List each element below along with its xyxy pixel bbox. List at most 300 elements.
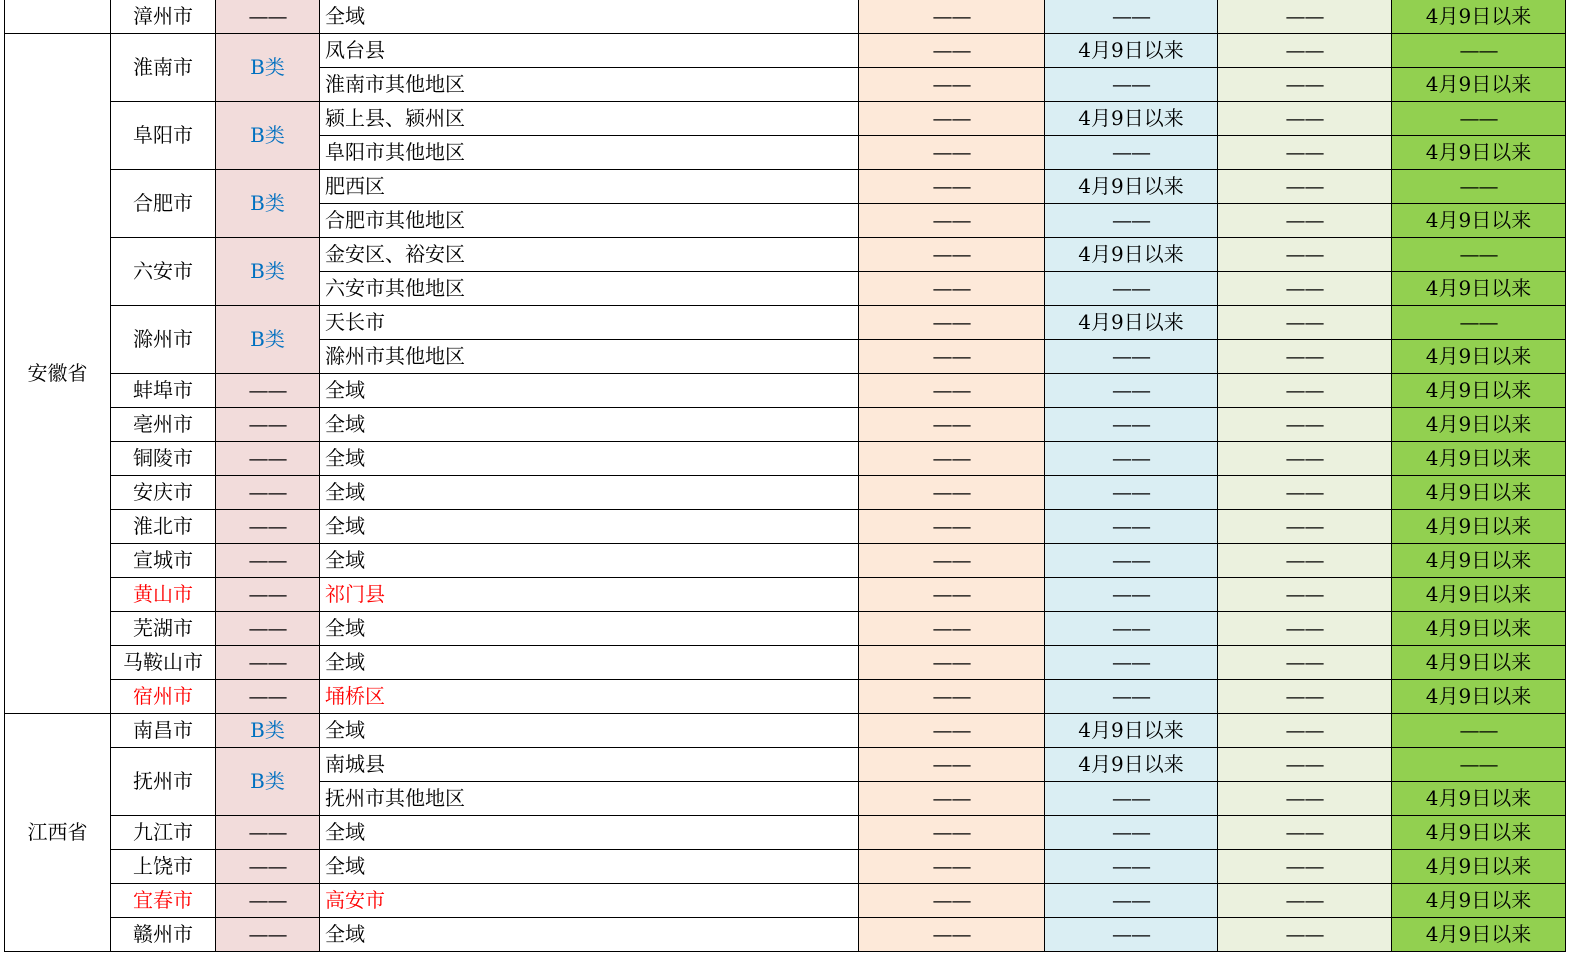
category-cell-text: B类 xyxy=(250,55,285,79)
col4-cell xyxy=(1392,442,1566,476)
col1-cell-text: —— xyxy=(932,174,971,198)
district-cell-text: 全域 xyxy=(325,412,365,436)
col4-cell xyxy=(1392,136,1566,170)
col2-cell-text: —— xyxy=(1112,650,1150,674)
col2-cell-text: —— xyxy=(1112,140,1150,164)
col2-cell-text: —— xyxy=(1112,888,1150,912)
col1-cell xyxy=(859,816,1045,850)
district-cell-text: 南城县 xyxy=(325,752,385,776)
col1-cell xyxy=(859,204,1045,238)
col2-cell-text: —— xyxy=(1112,820,1150,844)
category-cell xyxy=(216,680,320,714)
city-cell xyxy=(111,238,216,306)
table-row xyxy=(5,306,1566,340)
col1-cell-text: —— xyxy=(932,310,971,334)
col1-cell xyxy=(859,374,1045,408)
col1-cell-text: —— xyxy=(932,140,971,164)
category-cell-text: —— xyxy=(248,582,287,606)
district-cell xyxy=(320,884,859,918)
col3-cell xyxy=(1218,850,1392,884)
col2-cell-text: —— xyxy=(1112,4,1150,28)
col3-cell-text: —— xyxy=(1285,786,1324,810)
col3-cell xyxy=(1218,136,1392,170)
city-cell xyxy=(111,612,216,646)
col2-cell-text: —— xyxy=(1112,922,1150,946)
category-cell-text: B类 xyxy=(250,123,285,147)
col3-cell-text: —— xyxy=(1285,820,1324,844)
table-row xyxy=(5,748,1566,782)
col3-cell-text: —— xyxy=(1285,922,1324,946)
col2-cell xyxy=(1045,136,1218,170)
col4-cell-text: 4月9日以来 xyxy=(1425,854,1532,878)
category-cell-text: B类 xyxy=(250,718,285,742)
city-cell-text: 淮北市 xyxy=(133,514,193,538)
category-cell xyxy=(216,0,320,34)
col2-cell-text: —— xyxy=(1112,548,1150,572)
col4-cell xyxy=(1392,238,1566,272)
category-cell xyxy=(216,578,320,612)
col3-cell-text: —— xyxy=(1285,684,1324,708)
province-cell xyxy=(5,0,111,34)
category-cell-text: B类 xyxy=(250,191,285,215)
city-cell-text: 抚州市 xyxy=(133,769,193,793)
col1-cell-text: —— xyxy=(932,412,971,436)
col4-cell xyxy=(1392,0,1566,34)
category-cell xyxy=(216,544,320,578)
col1-cell-text: —— xyxy=(932,276,971,300)
col2-cell-text: 4月9日以来 xyxy=(1078,242,1184,266)
col4-cell xyxy=(1392,816,1566,850)
risk-area-table xyxy=(4,0,1566,952)
district-cell-text: 祁门县 xyxy=(325,582,385,606)
city-cell xyxy=(111,306,216,374)
category-cell-text: B类 xyxy=(250,769,285,793)
col2-cell xyxy=(1045,612,1218,646)
col4-cell-text: 4月9日以来 xyxy=(1425,616,1532,640)
col4-cell-text: 4月9日以来 xyxy=(1425,820,1532,844)
col2-cell-text: —— xyxy=(1112,854,1150,878)
col3-cell-text: —— xyxy=(1285,514,1324,538)
district-cell-text: 滁州市其他地区 xyxy=(325,344,465,368)
col2-cell-text: 4月9日以来 xyxy=(1078,106,1184,130)
col3-cell xyxy=(1218,442,1392,476)
category-cell xyxy=(216,476,320,510)
table-row xyxy=(5,238,1566,272)
col4-cell xyxy=(1392,714,1566,748)
col2-cell xyxy=(1045,34,1218,68)
district-cell xyxy=(320,510,859,544)
col4-cell-text: 4月9日以来 xyxy=(1425,888,1532,912)
col1-cell-text: —— xyxy=(932,72,971,96)
col3-cell xyxy=(1218,680,1392,714)
col1-cell xyxy=(859,850,1045,884)
col3-cell xyxy=(1218,578,1392,612)
table-row xyxy=(5,0,1566,34)
col4-cell-text: 4月9日以来 xyxy=(1425,140,1532,164)
table-row xyxy=(5,884,1566,918)
col4-cell xyxy=(1392,408,1566,442)
province-cell xyxy=(5,714,111,952)
table-row xyxy=(5,476,1566,510)
district-cell-text: 合肥市其他地区 xyxy=(325,208,465,232)
col3-cell-text: —— xyxy=(1285,650,1324,674)
col1-cell xyxy=(859,646,1045,680)
city-cell xyxy=(111,476,216,510)
col3-cell xyxy=(1218,238,1392,272)
col4-cell-text: 4月9日以来 xyxy=(1425,4,1532,28)
col2-cell xyxy=(1045,578,1218,612)
city-cell-text: 黄山市 xyxy=(133,582,193,606)
category-cell-text: —— xyxy=(248,514,287,538)
col3-cell xyxy=(1218,646,1392,680)
col4-cell-text: 4月9日以来 xyxy=(1425,786,1532,810)
col4-cell-text: 4月9日以来 xyxy=(1425,378,1532,402)
category-cell-text: —— xyxy=(248,820,287,844)
col1-cell-text: —— xyxy=(932,4,971,28)
col1-cell xyxy=(859,272,1045,306)
district-cell-text: 埇桥区 xyxy=(325,684,385,708)
col4-cell xyxy=(1392,102,1566,136)
district-cell-text: 全域 xyxy=(325,4,365,28)
city-cell-text: 漳州市 xyxy=(133,4,193,28)
col1-cell xyxy=(859,340,1045,374)
col2-cell-text: —— xyxy=(1112,480,1150,504)
col1-cell-text: —— xyxy=(932,752,971,776)
category-cell xyxy=(216,442,320,476)
col3-cell-text: —— xyxy=(1285,854,1324,878)
col4-cell xyxy=(1392,476,1566,510)
city-cell-text: 阜阳市 xyxy=(133,123,193,147)
district-cell xyxy=(320,918,859,952)
col3-cell xyxy=(1218,68,1392,102)
col2-cell-text: —— xyxy=(1112,412,1150,436)
col2-cell-text: —— xyxy=(1112,684,1150,708)
table-row xyxy=(5,646,1566,680)
category-cell-text: —— xyxy=(248,616,287,640)
col3-cell xyxy=(1218,714,1392,748)
province-cell-text: 安徽省 xyxy=(27,361,88,385)
col1-cell xyxy=(859,918,1045,952)
col4-cell xyxy=(1392,510,1566,544)
table-row xyxy=(5,442,1566,476)
col4-cell-text: —— xyxy=(1459,718,1498,742)
category-cell xyxy=(216,816,320,850)
col1-cell-text: —— xyxy=(932,854,971,878)
district-cell xyxy=(320,544,859,578)
col2-cell-text: —— xyxy=(1112,616,1150,640)
col2-cell xyxy=(1045,748,1218,782)
district-cell-text: 全域 xyxy=(325,446,365,470)
col4-cell xyxy=(1392,170,1566,204)
table-body xyxy=(5,0,1566,952)
city-cell xyxy=(111,816,216,850)
col1-cell xyxy=(859,442,1045,476)
col3-cell-text: —— xyxy=(1285,344,1324,368)
col2-cell xyxy=(1045,918,1218,952)
district-cell-text: 全域 xyxy=(325,480,365,504)
district-cell xyxy=(320,850,859,884)
col3-cell-text: —— xyxy=(1285,412,1324,436)
col1-cell-text: —— xyxy=(932,514,971,538)
col2-cell xyxy=(1045,476,1218,510)
col4-cell xyxy=(1392,340,1566,374)
category-cell-text: —— xyxy=(248,922,287,946)
category-cell-text: —— xyxy=(248,548,287,572)
table-row xyxy=(5,102,1566,136)
district-cell-text: 全域 xyxy=(325,616,365,640)
district-cell xyxy=(320,238,859,272)
city-cell xyxy=(111,170,216,238)
city-cell-text: 宣城市 xyxy=(133,548,193,572)
city-cell xyxy=(111,646,216,680)
col2-cell xyxy=(1045,340,1218,374)
city-cell-text: 上饶市 xyxy=(133,854,193,878)
col2-cell-text: —— xyxy=(1112,208,1150,232)
district-cell-text: 高安市 xyxy=(325,888,385,912)
col2-cell xyxy=(1045,0,1218,34)
col4-cell xyxy=(1392,884,1566,918)
district-cell xyxy=(320,748,859,782)
col4-cell-text: —— xyxy=(1459,174,1498,198)
category-cell xyxy=(216,34,320,102)
col1-cell xyxy=(859,476,1045,510)
table-row xyxy=(5,612,1566,646)
col4-cell-text: —— xyxy=(1459,106,1498,130)
city-cell-text: 铜陵市 xyxy=(133,446,193,470)
category-cell xyxy=(216,102,320,170)
district-cell xyxy=(320,68,859,102)
district-cell-text: 六安市其他地区 xyxy=(325,276,465,300)
col2-cell xyxy=(1045,102,1218,136)
district-cell xyxy=(320,612,859,646)
city-cell-text: 宜春市 xyxy=(133,888,193,912)
col3-cell-text: —— xyxy=(1285,140,1324,164)
col2-cell xyxy=(1045,68,1218,102)
col1-cell xyxy=(859,34,1045,68)
category-cell xyxy=(216,850,320,884)
category-cell-text: B类 xyxy=(250,259,285,283)
table-row xyxy=(5,918,1566,952)
city-cell-text: 安庆市 xyxy=(133,480,193,504)
col3-cell-text: —— xyxy=(1285,446,1324,470)
city-cell-text: 滁州市 xyxy=(133,327,193,351)
col1-cell-text: —— xyxy=(932,820,971,844)
col2-cell-text: —— xyxy=(1112,786,1150,810)
col3-cell-text: —— xyxy=(1285,616,1324,640)
col3-cell-text: —— xyxy=(1285,72,1324,96)
city-cell xyxy=(111,510,216,544)
district-cell-text: 抚州市其他地区 xyxy=(325,786,465,810)
col2-cell-text: —— xyxy=(1112,344,1150,368)
col2-cell xyxy=(1045,442,1218,476)
col2-cell xyxy=(1045,680,1218,714)
col2-cell-text: —— xyxy=(1112,446,1150,470)
col1-cell-text: —— xyxy=(932,378,971,402)
city-cell xyxy=(111,442,216,476)
col3-cell xyxy=(1218,408,1392,442)
col1-cell xyxy=(859,306,1045,340)
category-cell xyxy=(216,748,320,816)
col1-cell-text: —— xyxy=(932,922,971,946)
city-cell xyxy=(111,374,216,408)
district-cell xyxy=(320,340,859,374)
category-cell xyxy=(216,884,320,918)
col2-cell-text: —— xyxy=(1112,276,1150,300)
category-cell-text: —— xyxy=(248,650,287,674)
col1-cell-text: —— xyxy=(932,616,971,640)
city-cell xyxy=(111,102,216,170)
district-cell xyxy=(320,272,859,306)
col3-cell xyxy=(1218,204,1392,238)
col3-cell-text: —— xyxy=(1285,276,1324,300)
col2-cell xyxy=(1045,884,1218,918)
category-cell-text: —— xyxy=(248,888,287,912)
district-cell-text: 颍上县、颍州区 xyxy=(325,106,465,130)
col4-cell-text: —— xyxy=(1459,38,1498,62)
district-cell-text: 全域 xyxy=(325,922,365,946)
col4-cell-text: 4月9日以来 xyxy=(1425,548,1532,572)
col4-cell xyxy=(1392,748,1566,782)
district-cell xyxy=(320,578,859,612)
district-cell-text: 全域 xyxy=(325,820,365,844)
col1-cell xyxy=(859,782,1045,816)
col4-cell xyxy=(1392,646,1566,680)
col2-cell xyxy=(1045,204,1218,238)
district-cell-text: 全域 xyxy=(325,650,365,674)
col2-cell-text: 4月9日以来 xyxy=(1078,752,1184,776)
col2-cell xyxy=(1045,782,1218,816)
category-cell-text: —— xyxy=(248,684,287,708)
col2-cell xyxy=(1045,170,1218,204)
col1-cell-text: —— xyxy=(932,344,971,368)
col3-cell-text: —— xyxy=(1285,242,1324,266)
table-row xyxy=(5,544,1566,578)
col1-cell xyxy=(859,0,1045,34)
col1-cell-text: —— xyxy=(932,548,971,572)
city-cell xyxy=(111,714,216,748)
city-cell-text: 九江市 xyxy=(133,820,193,844)
col3-cell-text: —— xyxy=(1285,548,1324,572)
table-row xyxy=(5,170,1566,204)
district-cell-text: 全域 xyxy=(325,718,365,742)
col4-cell xyxy=(1392,544,1566,578)
col4-cell xyxy=(1392,374,1566,408)
col3-cell xyxy=(1218,510,1392,544)
col4-cell-text: 4月9日以来 xyxy=(1425,72,1532,96)
city-cell xyxy=(111,578,216,612)
col1-cell xyxy=(859,714,1045,748)
col2-cell-text: 4月9日以来 xyxy=(1078,718,1184,742)
col3-cell-text: —— xyxy=(1285,752,1324,776)
col1-cell-text: —— xyxy=(932,718,971,742)
table-row xyxy=(5,374,1566,408)
col1-cell-text: —— xyxy=(932,684,971,708)
col1-cell-text: —— xyxy=(932,582,971,606)
district-cell xyxy=(320,816,859,850)
col1-cell xyxy=(859,544,1045,578)
col2-cell xyxy=(1045,544,1218,578)
city-cell xyxy=(111,748,216,816)
col4-cell-text: 4月9日以来 xyxy=(1425,514,1532,538)
col3-cell xyxy=(1218,170,1392,204)
col1-cell xyxy=(859,238,1045,272)
col4-cell xyxy=(1392,680,1566,714)
col1-cell xyxy=(859,68,1045,102)
district-cell xyxy=(320,102,859,136)
district-cell-text: 肥西区 xyxy=(325,174,385,198)
col1-cell-text: —— xyxy=(932,650,971,674)
col4-cell-text: 4月9日以来 xyxy=(1425,922,1532,946)
col1-cell xyxy=(859,578,1045,612)
city-cell xyxy=(111,884,216,918)
col1-cell xyxy=(859,408,1045,442)
col2-cell-text: —— xyxy=(1112,582,1150,606)
col3-cell-text: —— xyxy=(1285,582,1324,606)
city-cell xyxy=(111,680,216,714)
district-cell xyxy=(320,170,859,204)
district-cell-text: 金安区、裕安区 xyxy=(325,242,465,266)
col3-cell xyxy=(1218,374,1392,408)
col4-cell-text: 4月9日以来 xyxy=(1425,684,1532,708)
city-cell-text: 马鞍山市 xyxy=(123,650,203,674)
col3-cell-text: —— xyxy=(1285,888,1324,912)
col3-cell xyxy=(1218,272,1392,306)
col2-cell xyxy=(1045,408,1218,442)
col4-cell xyxy=(1392,204,1566,238)
col2-cell xyxy=(1045,374,1218,408)
city-cell xyxy=(111,850,216,884)
district-cell xyxy=(320,136,859,170)
col1-cell-text: —— xyxy=(932,242,971,266)
col3-cell-text: —— xyxy=(1285,208,1324,232)
col3-cell-text: —— xyxy=(1285,38,1324,62)
col3-cell xyxy=(1218,612,1392,646)
city-cell-text: 芜湖市 xyxy=(133,616,193,640)
col4-cell xyxy=(1392,612,1566,646)
city-cell xyxy=(111,918,216,952)
col4-cell xyxy=(1392,272,1566,306)
col2-cell xyxy=(1045,306,1218,340)
district-cell-text: 天长市 xyxy=(325,310,385,334)
col3-cell-text: —— xyxy=(1285,378,1324,402)
col2-cell-text: —— xyxy=(1112,514,1150,538)
category-cell xyxy=(216,646,320,680)
city-cell xyxy=(111,0,216,34)
col3-cell xyxy=(1218,102,1392,136)
col4-cell-text: —— xyxy=(1459,310,1498,334)
category-cell-text: —— xyxy=(248,378,287,402)
category-cell xyxy=(216,612,320,646)
col1-cell xyxy=(859,612,1045,646)
table-row xyxy=(5,34,1566,68)
col3-cell-text: —— xyxy=(1285,106,1324,130)
col4-cell xyxy=(1392,306,1566,340)
col4-cell-text: 4月9日以来 xyxy=(1425,480,1532,504)
col4-cell-text: —— xyxy=(1459,242,1498,266)
district-cell-text: 凤台县 xyxy=(325,38,385,62)
col4-cell xyxy=(1392,918,1566,952)
category-cell-text: —— xyxy=(248,446,287,470)
col2-cell-text: 4月9日以来 xyxy=(1078,310,1184,334)
col3-cell xyxy=(1218,782,1392,816)
table-row xyxy=(5,578,1566,612)
col3-cell-text: —— xyxy=(1285,718,1324,742)
col3-cell xyxy=(1218,476,1392,510)
col3-cell xyxy=(1218,544,1392,578)
col1-cell-text: —— xyxy=(932,480,971,504)
col2-cell xyxy=(1045,816,1218,850)
category-cell-text: —— xyxy=(248,412,287,436)
